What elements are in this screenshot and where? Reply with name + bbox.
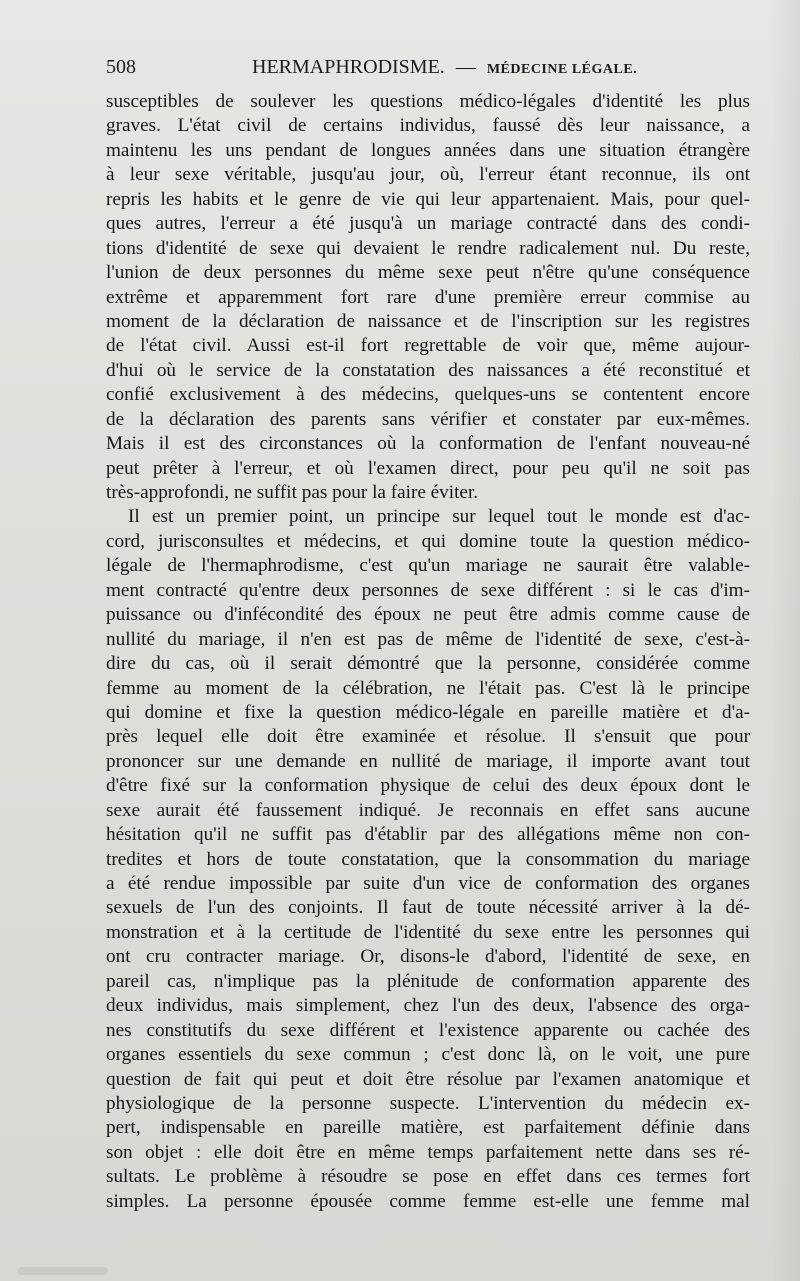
text-line: peut prêter à l'erreur, et où l'examen direct, pour peu qu'il ne soit pas <box>106 457 750 479</box>
text-line: susceptibles de soulever les questions médico-légales d'identité les plus <box>106 91 750 112</box>
text-line: à leur sexe véritable, jusqu'au jour, où, l'erreur étant reconnue, ils ont <box>106 164 750 186</box>
text-line: hésitation qu'il ne suffit pas d'établir par des allégations même non con- <box>106 824 750 846</box>
text-line: maintenu les uns pendant de longues années dans une situation étrangère <box>106 139 750 161</box>
text-line: extrême et apparemment fort rare d'une première erreur commise au <box>106 286 750 308</box>
text-line: sexuels de l'un des conjoints. Il faut de toute nécessité arriver à la dé- <box>106 897 750 919</box>
page-edge-shadow <box>770 0 800 1281</box>
text-line: dire du cas, où il serait démontré que la personne, considérée comme <box>106 653 750 675</box>
text-line: repris les habits et le genre de vie qui leur appartenaient. Mais, pour quel- <box>106 188 750 210</box>
text-line: son objet : elle doit être en même temps parfaitement nette dans ses ré- <box>106 1141 750 1163</box>
text-line: organes essentiels du sexe commun ; c'est donc là, on le voit, une pure <box>106 1044 750 1066</box>
text-line: ques autres, l'erreur a été jusqu'à un mariage contracté dans des condi- <box>106 213 750 235</box>
text-line: physiologique de la personne suspecte. L'intervention du médecin ex- <box>106 1092 750 1114</box>
text-line: près lequel elle doit être examinée et résolue. Il s'ensuit que pour <box>106 726 750 748</box>
text-line: qui domine et fixe la question médico-légale en pareille matière et d'a- <box>106 701 750 723</box>
text-line: tions d'identité de sexe qui devaient le rendre radicalement nul. Du reste, <box>106 237 750 259</box>
text-line: a été rendue impossible par suite d'un vice de conformation des organes <box>106 873 750 894</box>
text-line: moment de la déclaration de naissance et de l'inscription sur les registres <box>106 310 750 332</box>
text-line: d'hui où le service de la constatation des naissances a été reconstitué et <box>106 359 750 381</box>
text-line: d'être fixé sur la conformation physique de celui des deux époux dont le <box>106 775 750 797</box>
text-line: nes constitutifs du sexe différent et l'existence apparente ou cachée des <box>106 1019 750 1041</box>
text-line: question de fait qui peut et doit être résolue par l'examen anatomique et <box>106 1068 750 1090</box>
text-line: monstration et à la certitude de l'identité du sexe entre les personnes qui <box>106 921 750 943</box>
text-line: graves. L'état civil de certains individus, faussé dès leur naissance, a <box>106 115 750 137</box>
page-header <box>106 56 756 86</box>
text-line: légale de l'hermaphrodisme, c'est qu'un mariage ne saurait être valable- <box>106 555 750 577</box>
text-line: puissance ou d'infécondité des époux ne peut être admis comme cause de <box>106 604 750 626</box>
text-line: cord, jurisconsultes et médecins, et qui domine toute la question médico- <box>106 530 750 552</box>
text-line: l'union de deux personnes du même sexe peut n'être qu'une conséquence <box>106 262 750 284</box>
text-line: tredites et hors de toute constatation, que la consommation du mariage <box>106 848 750 870</box>
text-line: confié exclusivement à des médecins, quelques-uns se contentent encore <box>106 384 750 406</box>
running-title-dash: — <box>455 56 476 78</box>
text-line: simples. La personne épousée comme femme est-elle une femme mal <box>106 1190 750 1212</box>
text-line: prononcer sur une demande en nullité de mariage, il importe avant tout <box>106 750 750 772</box>
text-line: deux individus, mais simplement, chez l'un des deux, l'absence des orga- <box>106 995 750 1017</box>
text-line: pareil cas, n'implique pas la plénitude de conformation apparente des <box>106 970 750 992</box>
text-line: ont cru contracter mariage. Or, disons-le d'abord, l'identité de sexe, en <box>106 946 750 968</box>
body-text <box>106 90 750 1214</box>
text-line: nullité du mariage, il n'en est pas de même de l'identité de sexe, c'est-à- <box>106 628 750 650</box>
text-line: femme au moment de la célébration, ne l'était pas. C'est là le principe <box>106 677 750 699</box>
text-line: ment contracté qu'entre deux personnes de sexe différent : si le cas d'im- <box>106 579 750 601</box>
paragraph-end-line: très-approfondi, ne suffit pas pour la faire éviter. <box>106 482 479 503</box>
text-line: de l'état civil. Aussi est-il fort regrettable de voir que, même aujour- <box>106 335 750 357</box>
text-line: sultats. Le problème à résoudre se pose en effet dans ces termes fort <box>106 1166 750 1188</box>
scan-margin-mark <box>18 1267 108 1275</box>
running-title-main: HERMAPHRODISME. <box>252 56 445 78</box>
text-line: Mais il est des circonstances où la conformation de l'enfant nouveau-né <box>106 433 750 455</box>
text-line: sexe aurait été faussement indiqué. Je reconnais en effet sans aucune <box>106 799 750 821</box>
page-number: 508 <box>106 56 136 78</box>
text-line: de la déclaration des parents sans vérifier et constater par eux-mêmes. <box>106 408 750 430</box>
text-line: pert, indispensable en pareille matière, est parfaitement définie dans <box>106 1117 750 1139</box>
running-title-subtitle: MÉDECINE LÉGALE. <box>486 62 638 77</box>
running-title <box>252 56 637 79</box>
paragraph-start-line: Il est un premier point, un principe sur lequel tout le monde est d'ac- <box>128 506 750 528</box>
